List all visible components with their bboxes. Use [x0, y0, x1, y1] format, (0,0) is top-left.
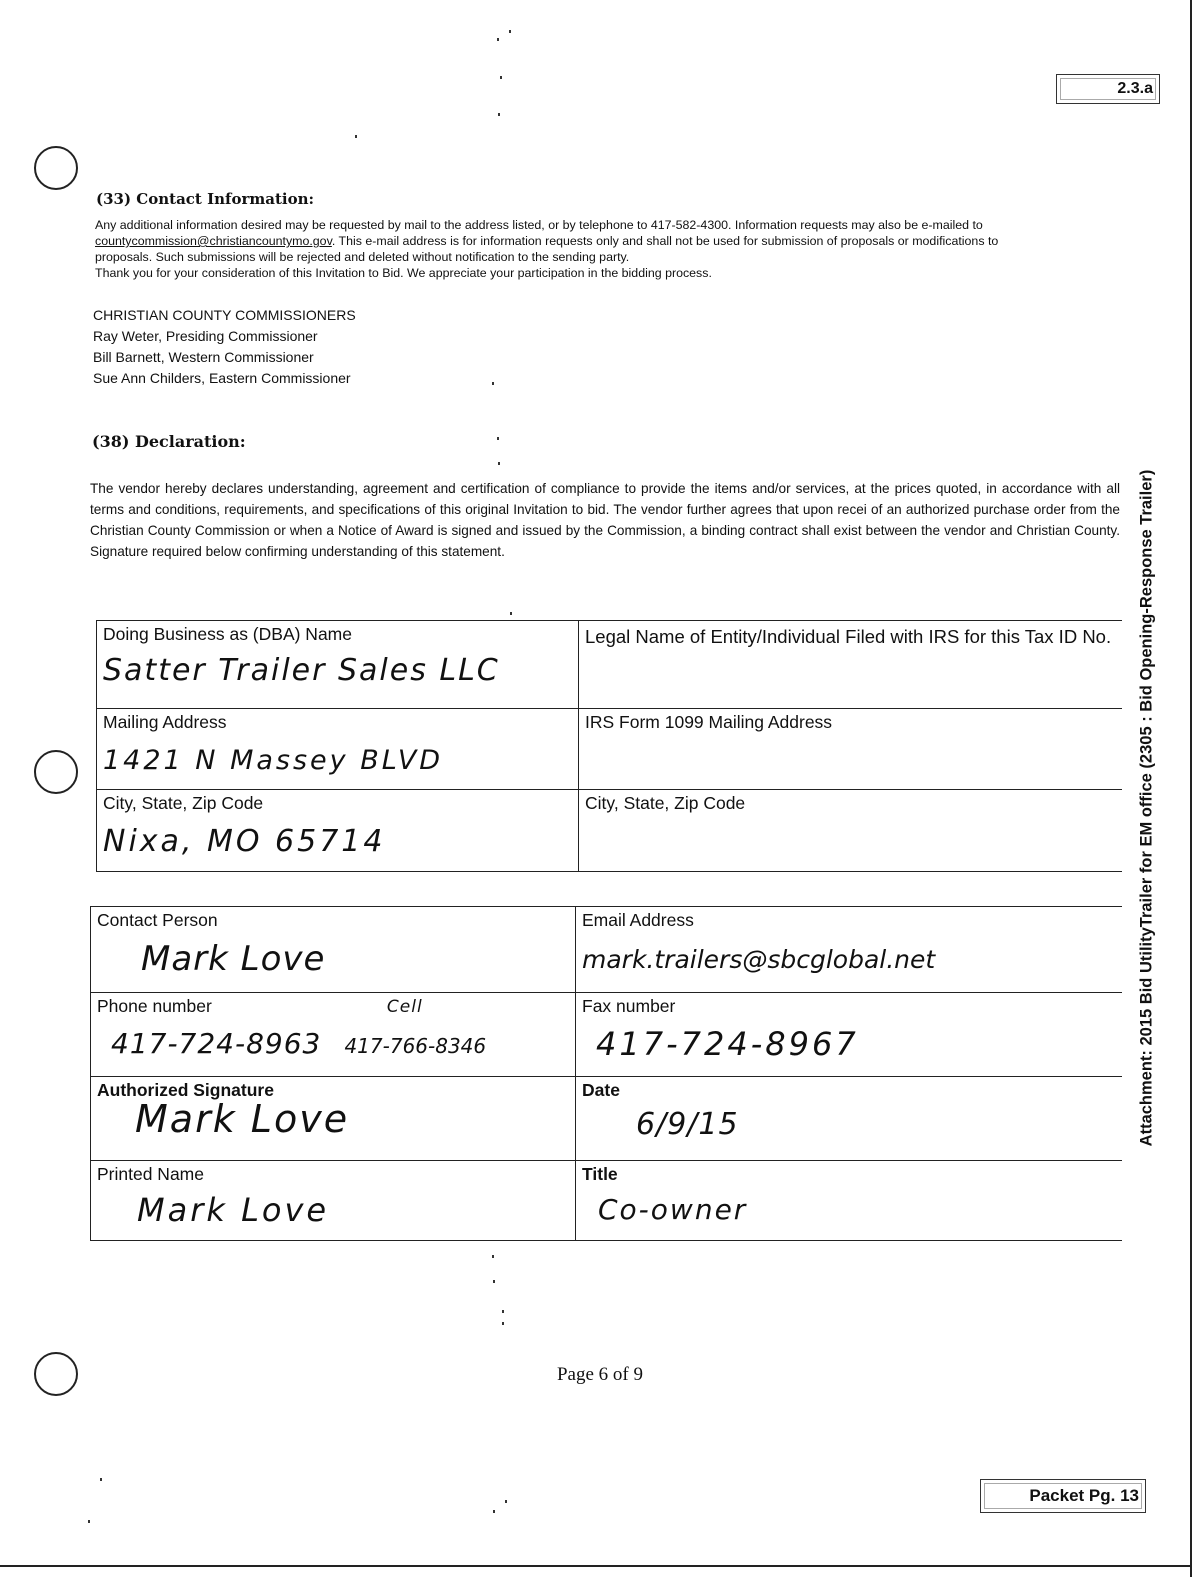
title-value[interactable]: Co-owner: [598, 1193, 748, 1226]
irs-address-cell: [579, 709, 1122, 790]
contact-line-1: Any additional information desired may be requested by mail to the address listed, or by telephone to 417-582-4300. Information requests may also be e-mailed to: [95, 218, 983, 232]
attachment-side-label: Attachment: 2015 Bid UtilityTrailer for EM office (2305 : Bid Opening-Response Trailer): [1137, 469, 1156, 1147]
city-state-zip-value[interactable]: Nixa, MO 65714: [103, 824, 386, 859]
contact-line-2: [95, 233, 1125, 249]
scan-speck: [492, 1255, 494, 1258]
phone-label: Phone number: [97, 996, 212, 1016]
contact-email-link[interactable]: countycommission@christiancountymo.gov: [95, 234, 332, 248]
irs-address-label: IRS Form 1099 Mailing Address: [585, 712, 833, 732]
commissioners-heading: CHRISTIAN COUNTY COMMISSIONERS: [93, 307, 356, 323]
cell-phone-value[interactable]: 417-766-8346: [344, 1034, 487, 1058]
scan-speck: [492, 382, 494, 385]
scan-speck: [498, 462, 500, 465]
signature-cell: [91, 1077, 576, 1161]
phone-cell: [91, 993, 576, 1077]
scan-speck: [88, 1520, 90, 1523]
scan-speck: [498, 113, 500, 116]
attachment-stamp-text: 2.3.a: [1117, 80, 1153, 97]
contact-person-value[interactable]: Mark Love: [141, 939, 326, 979]
legal-name-cell: [579, 621, 1122, 709]
scan-speck: [100, 1478, 102, 1481]
contact-paragraph: [95, 217, 1125, 281]
fax-cell: [576, 993, 1122, 1077]
scan-speck: [502, 1310, 504, 1313]
printed-name-cell: [91, 1161, 576, 1241]
vendor-contact-table: [90, 906, 1122, 1241]
contact-heading: (33) Contact Information:: [96, 190, 315, 208]
scan-speck: [493, 1280, 495, 1283]
legal-name-label: Legal Name of Entity/Individual Filed with IRS for this Tax ID No.: [585, 626, 1112, 647]
dba-label: Doing Business as (DBA) Name: [103, 624, 352, 644]
packet-page-stamp: [980, 1479, 1146, 1513]
fax-value[interactable]: 417-724-8967: [596, 1025, 859, 1063]
scan-speck: [502, 1322, 504, 1325]
signature-label: Authorized Signature: [97, 1080, 274, 1100]
printed-name-value[interactable]: Mark Love: [137, 1191, 330, 1229]
email-value[interactable]: mark.trailers@sbcglobal.net: [582, 945, 936, 974]
right-border-line: [1190, 0, 1192, 1577]
fax-label: Fax number: [582, 996, 676, 1016]
irs-city-state-zip-cell: [579, 790, 1122, 872]
date-label: Date: [582, 1080, 620, 1100]
date-value[interactable]: 6/9/15: [636, 1107, 739, 1142]
scan-speck: [355, 135, 357, 138]
dba-value[interactable]: Satter Trailer Sales LLC: [103, 653, 500, 688]
scan-speck: [497, 38, 499, 41]
mailing-address-label: Mailing Address: [103, 712, 227, 732]
scan-speck: [510, 612, 512, 615]
scan-speck: [509, 30, 511, 33]
mailing-address-cell: [97, 709, 579, 790]
binder-hole-middle: [34, 750, 78, 794]
commissioner-name: Sue Ann Childers, Eastern Commissioner: [93, 370, 351, 386]
city-state-zip-label: City, State, Zip Code: [103, 793, 264, 813]
binder-hole-top: [34, 146, 78, 190]
scan-speck: [497, 437, 499, 440]
irs-city-state-zip-label: City, State, Zip Code: [585, 793, 746, 813]
printed-name-label: Printed Name: [97, 1164, 204, 1184]
email-label: Email Address: [582, 910, 694, 930]
email-cell: [576, 907, 1122, 993]
signature-value[interactable]: Mark Love: [135, 1097, 350, 1141]
commissioners-block: [93, 305, 356, 389]
contact-person-label: Contact Person: [97, 910, 218, 930]
contact-person-cell: [91, 907, 576, 993]
bottom-border-line: [0, 1565, 1192, 1567]
vendor-address-table: [96, 620, 1122, 872]
dba-cell: [97, 621, 579, 709]
scan-speck: [493, 1510, 495, 1513]
declaration-text: The vendor hereby declares understanding, agreement and certification of compliance to provide the items and/or services, at the prices quoted, in accordance with all terms and conditions, requirements, and specifications of this original Invitation to bid. The vendor further agrees that upon recei of an authorized purchase order from the Christian County Commission or when a Notice of Award is signed and issued by the Commission, a binding contract shall exist between the vendor and Christian County. Signature required below confirming understanding of this statement.: [90, 481, 1120, 559]
scan-speck: [500, 76, 502, 79]
contact-line-4: Thank you for your consideration of this Invitation to Bid. We appreciate your participation in the bidding process.: [95, 266, 712, 280]
attachment-stamp: [1056, 74, 1160, 104]
scan-speck: [505, 1500, 507, 1503]
date-cell: [576, 1077, 1122, 1161]
declaration-heading: (38) Declaration:: [92, 432, 246, 451]
commissioner-name: Ray Weter, Presiding Commissioner: [93, 328, 318, 344]
phone-values: [97, 1027, 569, 1060]
phone-value[interactable]: 417-724-8963: [111, 1027, 322, 1060]
contact-line-3: proposals. Such submissions will be rejected and deleted without notification to the sending party.: [95, 250, 630, 264]
page-number: Page 6 of 9: [556, 1364, 643, 1385]
city-state-zip-cell: [97, 790, 579, 872]
commissioner-name: Bill Barnett, Western Commissioner: [93, 349, 314, 365]
cell-note: Cell: [386, 997, 423, 1017]
contact-line-2-text: . This e-mail address is for information requests only and shall not be used for submission of proposals or modifications to: [331, 234, 999, 248]
title-label: Title: [582, 1164, 618, 1184]
packet-page-text: Packet Pg. 13: [1029, 1486, 1139, 1505]
title-cell: [576, 1161, 1122, 1241]
mailing-address-value[interactable]: 1421 N Massey BLVD: [103, 745, 444, 776]
